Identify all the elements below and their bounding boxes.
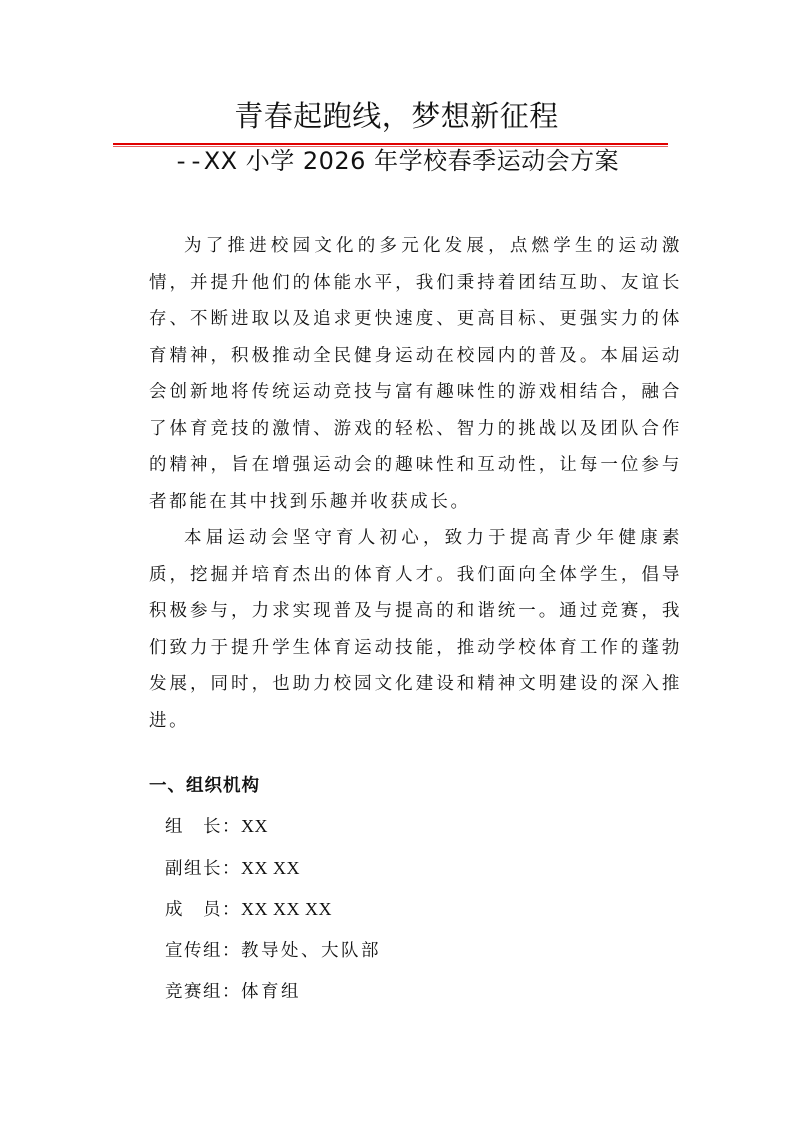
org-value: XX XX [241, 857, 300, 878]
org-value: 体育组 [241, 982, 301, 1002]
org-label: 宣传组： [165, 940, 241, 961]
subtitle-text: XX 小学 2026 年学校春季运动会方案 [203, 147, 620, 175]
org-row-leader [165, 806, 381, 848]
organization-list [165, 806, 381, 1014]
org-value: XX [241, 816, 268, 836]
org-row-members [165, 889, 381, 931]
org-row-publicity [165, 931, 381, 973]
section-heading-organization: 一、组织机构 [149, 776, 260, 796]
org-label: 竞赛组： [165, 982, 241, 1002]
org-label: 副组长： [165, 858, 241, 879]
org-row-competition [165, 972, 381, 1014]
document-title: 青春起跑线，梦想新征程 [234, 99, 559, 133]
subtitle-dash: -- [173, 150, 204, 177]
org-value: 教导处、大队部 [241, 940, 381, 961]
org-row-deputy-leader [165, 848, 381, 890]
paragraph-intro: 为了推进校园文化的多元化发展，点燃学生的运动激情，并提升他们的体能水平，我们秉持着团结互助、友谊长存、不断进取以及追求更快速度、更高目标、更强实力的体育精神，积极推动全民健身运动在校园内的普及。本届运动会创新地将传统运动竞技与富有趣味性的游戏相结合，融合了体育竞技的激情、游戏的轻松、智力的挑战以及团队合作的精神，旨在增强运动会的趣味性和互动性，让每一位参与者都能在其中找到乐趣并收获成长。 [149, 236, 682, 512]
org-value: XX XX XX [241, 899, 332, 919]
paragraph-purpose: 本届运动会坚守育人初心，致力于提高青少年健康素质，挖掘并培育杰出的体育人才。我们面向全体学生，倡导积极参与，力求实现普及与提高的和谐统一。通过竞赛，我们致力于提升学生体育运动技能，推动学校体育工作的蓬勃发展，同时，也助力校园文化建设和精神文明建设的深入推进。 [149, 528, 682, 731]
org-label: 组 长： [165, 817, 241, 837]
body-text [149, 228, 682, 739]
org-label: 成 员： [165, 900, 241, 920]
document-subtitle [0, 144, 793, 181]
